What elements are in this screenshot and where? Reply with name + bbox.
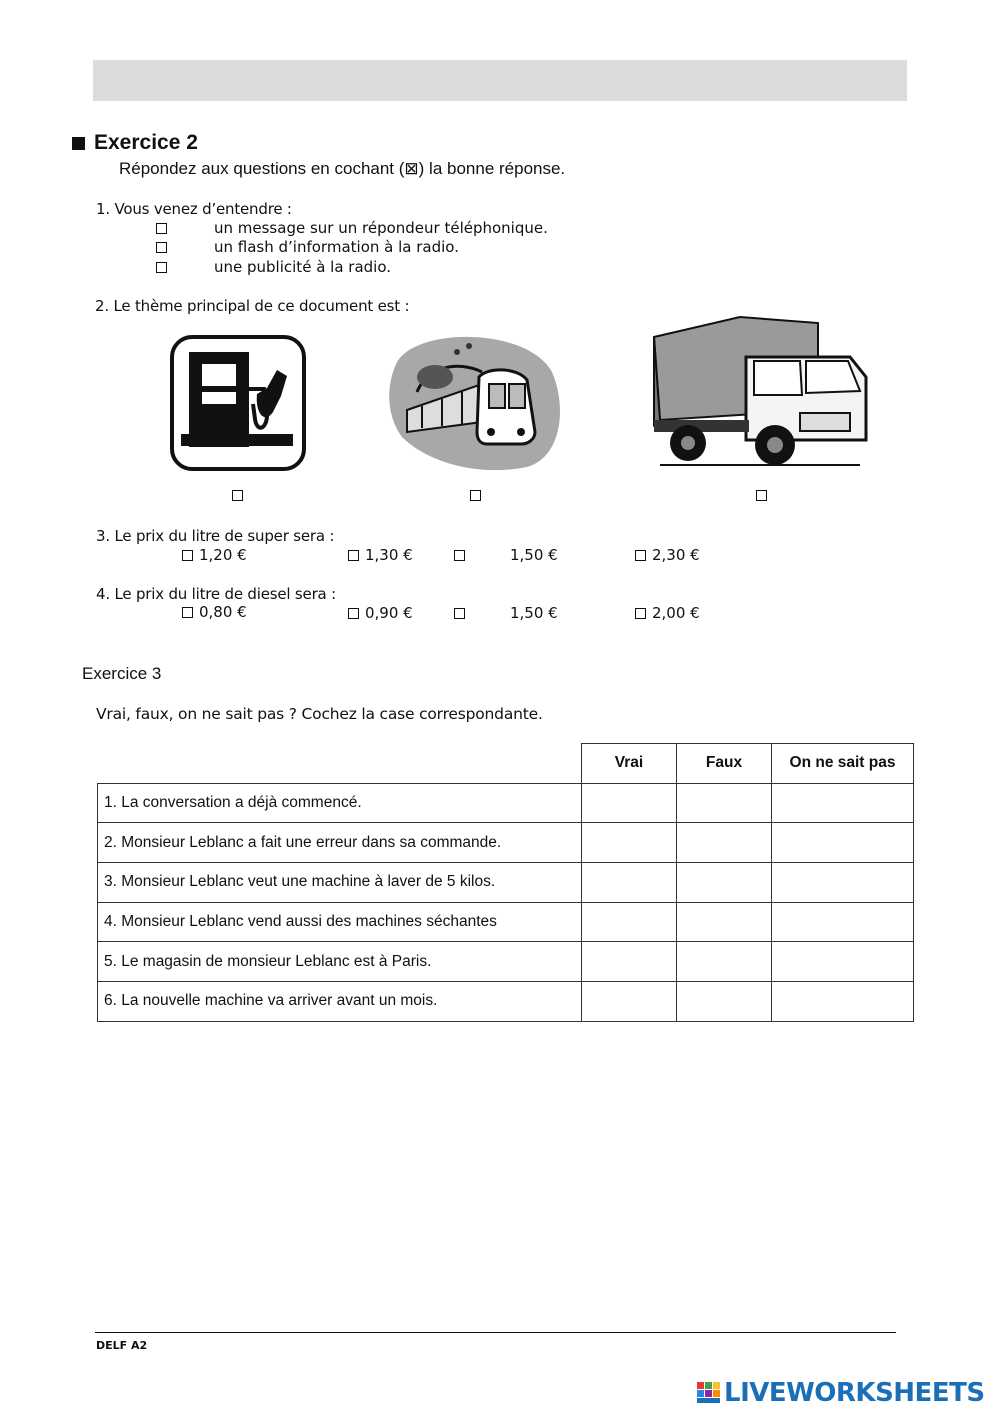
checkbox[interactable] [182, 550, 193, 561]
q3-option-2[interactable]: 1,30 € [348, 546, 413, 564]
liveworksheets-logo[interactable] [697, 1378, 985, 1408]
question-3-label: 3. Le prix du litre de super sera : [96, 527, 335, 545]
answer-cell-nsp[interactable] [772, 783, 914, 823]
question-4-label: 4. Le prix du litre de diesel sera : [96, 585, 336, 603]
q3-option-4[interactable]: 2,30 € [635, 546, 700, 564]
statement-4: 4. Monsieur Leblanc vend aussi des machines séchantes [98, 902, 582, 942]
statement-1: 1. La conversation a déjà commencé. [98, 783, 582, 823]
liveworksheets-wordmark: LIVEWORKSHEETS [724, 1378, 985, 1408]
answer-cell-faux[interactable] [677, 942, 772, 982]
q1-option-2[interactable]: un flash d’information à la radio. [156, 238, 459, 256]
exercise2-instruction: Répondez aux questions en cochant (⊠) la bonne réponse. [119, 159, 566, 178]
checkbox[interactable] [454, 550, 465, 561]
checkbox[interactable] [635, 608, 646, 619]
checkbox[interactable] [156, 262, 167, 273]
exercise2-title [72, 131, 198, 155]
checkbox[interactable] [348, 550, 359, 561]
answer-cell-vrai[interactable] [582, 823, 677, 863]
answer-cell-faux[interactable] [677, 902, 772, 942]
liveworksheets-logo-icon [697, 1382, 721, 1404]
q2-checkbox-metro[interactable] [470, 490, 481, 501]
header-faux: Faux [677, 744, 772, 784]
statement-2: 2. Monsieur Leblanc a fait une erreur dans sa commande. [98, 823, 582, 863]
answer-cell-nsp[interactable] [772, 823, 914, 863]
header-bar [93, 60, 907, 101]
table-row [98, 783, 914, 823]
answer-cell-vrai[interactable] [582, 863, 677, 903]
answer-cell-faux[interactable] [677, 982, 772, 1022]
square-bullet-icon [72, 137, 85, 150]
checkbox[interactable] [156, 223, 167, 234]
header-on-ne-sait-pas: On ne sait pas [772, 744, 914, 784]
checkbox[interactable] [348, 608, 359, 619]
answer-cell-vrai[interactable] [582, 982, 677, 1022]
answer-cell-nsp[interactable] [772, 863, 914, 903]
answer-cell-faux[interactable] [677, 783, 772, 823]
checkbox[interactable] [635, 550, 646, 561]
footer-label: DELF A2 [96, 1339, 148, 1352]
answer-cell-vrai[interactable] [582, 783, 677, 823]
question-1-label: 1. Vous venez d’entendre : [96, 200, 292, 218]
q4-option-2[interactable]: 0,90 € [348, 604, 413, 622]
true-false-table [97, 743, 914, 1022]
table-row [98, 942, 914, 982]
q2-checkbox-gas[interactable] [232, 490, 243, 501]
q1-option-3[interactable]: une publicité à la radio. [156, 258, 391, 276]
answer-cell-nsp[interactable] [772, 942, 914, 982]
statement-3: 3. Monsieur Leblanc veut une machine à laver de 5 kilos. [98, 863, 582, 903]
truck-image [650, 315, 872, 473]
exercise3-instruction: Vrai, faux, on ne sait pas ? Cochez la case correspondante. [96, 705, 543, 723]
q3-option-1[interactable]: 1,20 € [182, 546, 247, 564]
header-vrai: Vrai [582, 744, 677, 784]
checkbox[interactable] [454, 608, 465, 619]
q3-option-3[interactable]: 1,50 € [454, 546, 558, 564]
table-header-row [98, 744, 914, 784]
answer-cell-nsp[interactable] [772, 982, 914, 1022]
table-row [98, 982, 914, 1022]
footer-divider [95, 1332, 896, 1333]
exercise3-title: Exercice 3 [82, 664, 162, 683]
answer-cell-vrai[interactable] [582, 942, 677, 982]
table-row [98, 863, 914, 903]
question-2-label: 2. Le thème principal de ce document est : [95, 297, 410, 315]
gas-pump-icon [169, 334, 307, 472]
checkbox[interactable] [182, 607, 193, 618]
answer-cell-faux[interactable] [677, 823, 772, 863]
q4-option-4[interactable]: 2,00 € [635, 604, 700, 622]
q4-option-1[interactable]: 0,80 € [182, 603, 247, 621]
answer-cell-nsp[interactable] [772, 902, 914, 942]
exercise2-title-text: Exercice 2 [94, 131, 198, 154]
checkbox[interactable] [156, 242, 167, 253]
metro-train-image [387, 332, 562, 472]
statement-5: 5. Le magasin de monsieur Leblanc est à Paris. [98, 942, 582, 982]
answer-cell-faux[interactable] [677, 863, 772, 903]
statement-6: 6. La nouvelle machine va arriver avant un mois. [98, 982, 582, 1022]
q1-option-1[interactable]: un message sur un répondeur téléphonique. [156, 219, 548, 237]
table-row [98, 823, 914, 863]
q2-checkbox-truck[interactable] [756, 490, 767, 501]
table-row [98, 902, 914, 942]
answer-cell-vrai[interactable] [582, 902, 677, 942]
q4-option-3[interactable]: 1,50 € [454, 604, 558, 622]
